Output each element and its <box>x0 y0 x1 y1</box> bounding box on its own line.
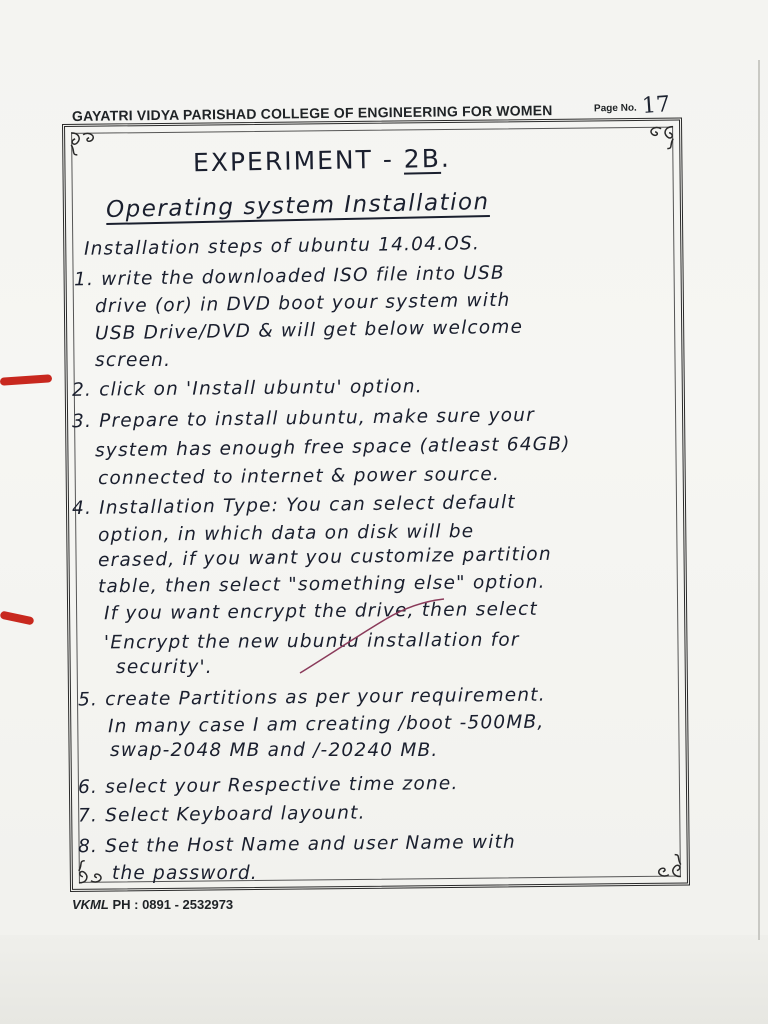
page-edge <box>758 60 760 940</box>
text-line: 5. create Partitions as per your requirement. <box>77 684 546 711</box>
title-number: 2B <box>403 143 442 174</box>
text-line: 1. write the downloaded ISO file into USB <box>73 262 505 291</box>
text-line: security'. <box>116 657 213 678</box>
text-line: 4. Installation Type: You can select default <box>71 491 516 520</box>
text-line: option, in which data on disk will be <box>97 521 475 546</box>
text-line: 6. select your Respective time zone. <box>77 773 459 798</box>
footer <box>72 897 233 912</box>
text-line: USB Drive/DVD & will get below welcome <box>94 316 524 345</box>
text-line: 3. Prepare to install ubuntu, make sure your <box>71 404 536 433</box>
college-header: GAYATRI VIDYA PARISHAD COLLEGE OF ENGINEERING FOR WOMEN <box>71 102 553 124</box>
title-end: . <box>440 143 452 173</box>
text-line: 8. Set the Host Name and user Name with <box>77 831 517 858</box>
text-line: If you want encrypt the drive, then select <box>103 598 539 625</box>
corner-ornament-icon <box>633 123 677 153</box>
text-line: connected to internet & power source. <box>97 463 501 490</box>
page-number-value: 17 <box>641 92 671 119</box>
text-line: table, then select "something else" option. <box>97 571 546 598</box>
text-line: 2. click on 'Install ubuntu' option. <box>71 376 423 401</box>
text-line: system has enough free space (atleast 64GB) <box>94 433 571 462</box>
corner-ornament-icon <box>641 851 685 881</box>
footer-brand: VKML <box>72 897 109 912</box>
text-line: the password. <box>112 863 258 884</box>
experiment-subtitle: Operating system Installation <box>105 188 490 224</box>
text-line: screen. <box>95 350 172 371</box>
text-line: erased, if you want you customize partition <box>97 543 552 572</box>
experiment-title <box>193 144 451 177</box>
title-prefix: EXPERIMENT - <box>192 144 405 178</box>
text-line: Installation steps of ubuntu 14.04.OS. <box>83 233 481 260</box>
text-line: 7. Select Keyboard layount. <box>77 802 366 827</box>
text-line: swap-2048 MB and /-20240 MB. <box>110 740 439 761</box>
text-line: drive (or) in DVD boot your system with <box>94 289 511 318</box>
page-bottom-shadow <box>0 935 768 1024</box>
text-line: In many case I am creating /boot -500MB, <box>107 711 545 738</box>
corner-ornament-icon <box>67 128 111 158</box>
text-line: 'Encrypt the new ubuntu installation for <box>103 629 520 654</box>
footer-phone: PH : 0891 - 2532973 <box>112 897 234 912</box>
page-number-label: Page No. <box>593 102 637 115</box>
ink-stroke <box>296 597 446 677</box>
